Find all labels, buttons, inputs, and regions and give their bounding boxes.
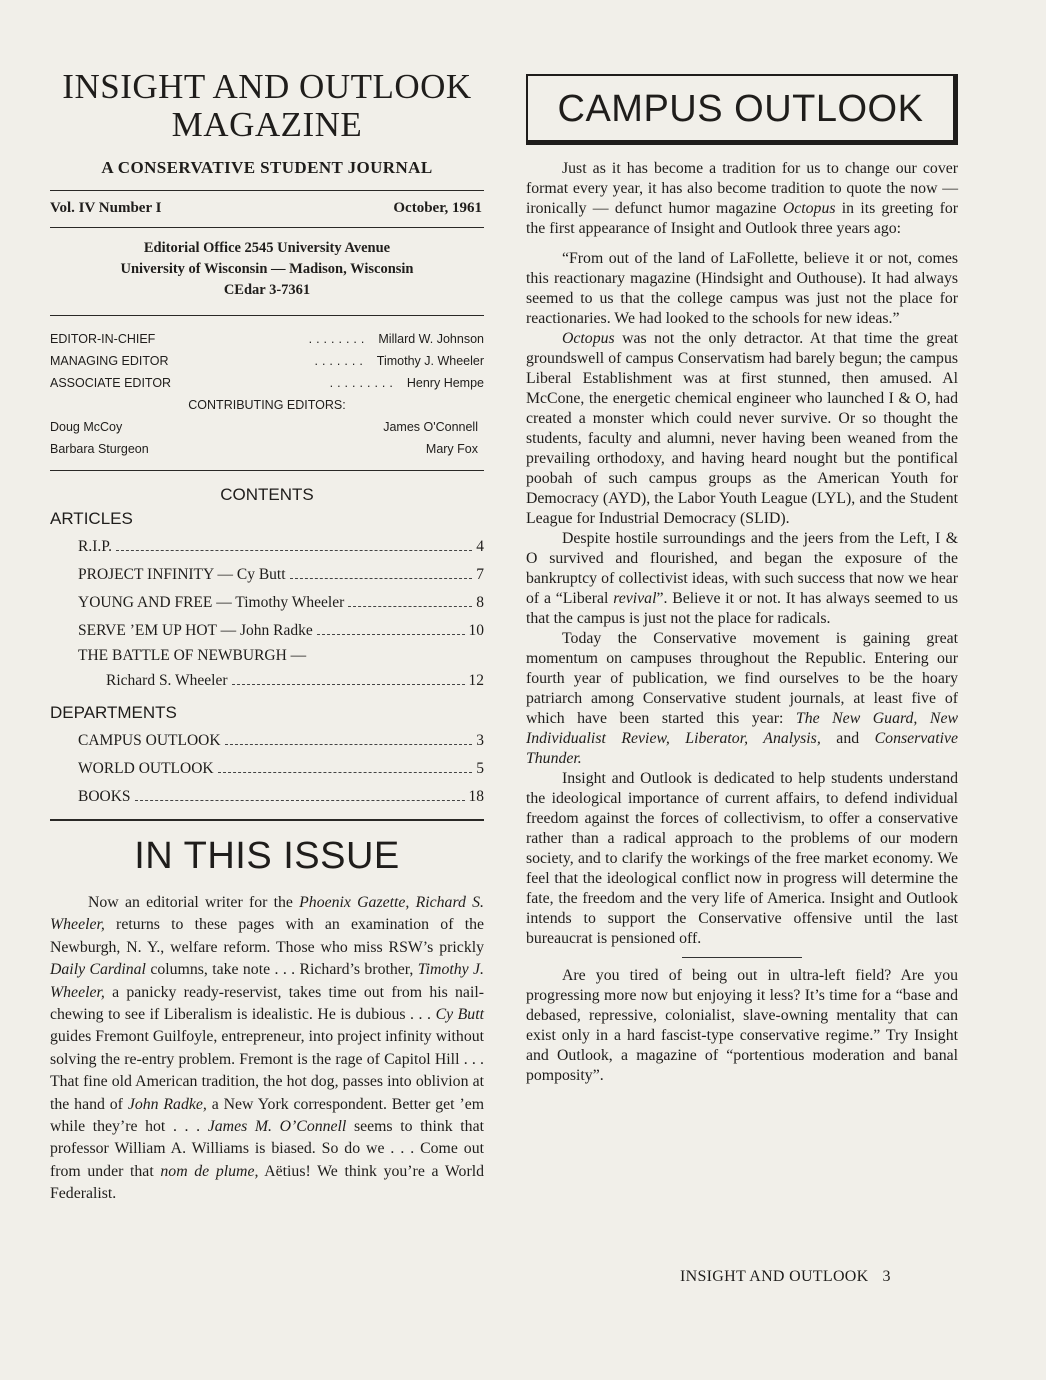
editor-role: MANAGING EDITOR <box>50 354 169 368</box>
contributor-name: Mary Fox <box>425 442 478 456</box>
toc-entry-title-line[interactable] <box>78 645 484 667</box>
toc-entry[interactable] <box>78 533 484 561</box>
page-footer <box>680 1268 891 1286</box>
italic-run: nom de plume, <box>160 1162 259 1180</box>
departments-list <box>50 727 484 811</box>
toc-title: WORLD OUTLOOK <box>78 760 214 777</box>
contents-heading: CONTENTS <box>220 485 314 504</box>
editorial-office <box>50 228 484 315</box>
italic-run: The New Guard, New Individualist Review, Liberator, Analysis, <box>526 710 958 747</box>
text-run: guides Fremont Guilfoyle, entrepreneur, into project infinity without solving the re-entry problem. Fremont is the rage of Capitol Hill . . . That fine old American tradition, the hot dog, passes into oblivion at the hand of <box>50 1028 484 1113</box>
italic-run: Cy Butt <box>435 1006 484 1024</box>
departments-heading: DEPARTMENTS <box>50 703 177 722</box>
editor-row <box>50 328 484 350</box>
toc-page: 3 <box>476 732 484 749</box>
paragraph <box>526 329 958 529</box>
editor-role: ASSOCIATE EDITOR <box>50 376 172 390</box>
toc-title: PROJECT INFINITY — Cy Butt <box>78 566 286 583</box>
toc-entry[interactable] <box>78 667 484 695</box>
magazine-title: INSIGHT AND OUTLOOK MAGAZINE <box>62 67 472 144</box>
toc-entry[interactable] <box>78 561 484 589</box>
text-run: a panicky ready-reservist, takes time out from his nail-chewing to see if Liberalism is idealistic. He is dubious . . . <box>50 983 484 1024</box>
italic-run: Timothy J. Wheeler, <box>50 961 484 1001</box>
text-run: Today the Conservative movement is gaining great momentum on campuses throughout the Republic. Entering our fourth year of publication, we find ourselves to be the hoary patriarch among Conservative student journals, at least five of which have been started this year: <box>526 630 958 727</box>
italic-run: revival <box>613 590 657 607</box>
editor-name: Timothy J. Wheeler <box>376 354 484 368</box>
italic-run: John Radke, <box>127 1095 207 1113</box>
leader-dots: ....... <box>314 354 367 368</box>
contributor-name: Doug McCoy <box>50 420 123 434</box>
divider <box>50 470 484 471</box>
leader-line <box>135 784 465 801</box>
text-run: and <box>820 730 875 747</box>
leader-line <box>225 728 473 745</box>
text-run: seems to think that professor William A. Williams is biased. So do we . . . Come out from under that <box>50 1118 484 1180</box>
toc-entry[interactable] <box>78 727 484 755</box>
paragraph <box>526 529 958 629</box>
toc-page: 8 <box>476 594 484 611</box>
left-column <box>50 68 484 1206</box>
italic-run: Daily Cardinal <box>50 961 146 979</box>
italic-run: Conservative Thunder. <box>526 730 958 767</box>
masthead <box>50 316 484 460</box>
contributor-name: James O'Connell <box>383 420 478 434</box>
divider <box>50 819 484 821</box>
text-run: columns, take note . . . Richard’s brother, <box>145 961 418 979</box>
divider <box>682 957 802 958</box>
office-address: Editorial Office 2545 University Avenue <box>143 240 391 256</box>
campus-outlook-heading: CAMPUS OUTLOOK <box>526 74 958 145</box>
volume-row <box>50 191 484 227</box>
italic-run: James M. O’Connell <box>207 1118 347 1136</box>
toc-author: Richard S. Wheeler <box>106 672 228 689</box>
contributor-row <box>50 438 484 460</box>
issue-date: October, 1961 <box>393 200 482 216</box>
paragraph <box>526 629 958 769</box>
in-this-issue-text <box>50 892 484 1206</box>
toc-title: CAMPUS OUTLOOK <box>78 732 221 749</box>
leader-dots: ........ <box>308 332 369 346</box>
editor-row <box>50 350 484 372</box>
toc-title: R.I.P. <box>78 538 113 555</box>
editor-row <box>50 372 484 394</box>
toc-page: 10 <box>468 622 484 639</box>
text-run: Despite hostile surroundings and the jeers from the Left, I & O survived and flourished, and began the exposure of the bankruptcy of collectivist ideas, with such success that now we hear of a “Liberal <box>526 530 958 607</box>
leader-dots: ......... <box>329 376 397 390</box>
contributing-editors-label: CONTRIBUTING EDITORS: <box>188 398 346 412</box>
toc-title: YOUNG AND FREE — Timothy Wheeler <box>78 594 345 611</box>
text-run: Now an editorial writer for the <box>88 894 300 911</box>
toc-title: SERVE ’EM UP HOT — John Radke <box>78 622 313 639</box>
text-run: Just as it has become a tradition for us to change our cover format every year, it has also become tradition to quote the now — ironically — defunct humor magazine <box>526 160 958 217</box>
italic-run: Octopus <box>562 330 615 347</box>
office-phone: CEdar 3-7361 <box>223 282 311 298</box>
toc-page: 18 <box>468 788 484 805</box>
text-run: a New York correspondent. Better get ’em while they’re hot . . . <box>50 1095 485 1136</box>
paragraph <box>526 159 958 239</box>
text-run: ”. Believe it or not. It has always seemed to us that the campus is just not the place for radicals. <box>526 590 958 627</box>
toc-entry[interactable] <box>78 783 484 811</box>
text-run: returns to these pages with an examination of the Newburgh, N. Y., welfare reform. Those who miss RSW’s prickly <box>50 916 484 956</box>
toc-title: THE BATTLE OF NEWBURGH — <box>78 647 307 664</box>
italic-run: Phoenix Gazette, Richard S. Wheeler, <box>50 894 484 934</box>
text-run: was not the only detractor. At that time the great groundswell of campus Conservatism had barely begun; the campus Liberal Establishment was at first stunned, then amused. Al McCone, the energetic chemical engineer who launched I & O, had created a monster which could never survive. Or so thought the students, faculty and alumni, never having been weaned from the prevailing orthodoxy, and having heard nought but the pontifical poobah of such campus groups as the American Youth for Democracy (AYD), the Labor Youth League (LYL), and the Student League for Industrial Democracy (SLID). <box>526 330 958 527</box>
leader-line <box>290 562 473 579</box>
toc-entry[interactable] <box>78 589 484 617</box>
contributor-name: Barbara Sturgeon <box>50 442 149 456</box>
text-run: Aëtius! We think you’re a World Federalist. <box>50 1162 484 1203</box>
leader-line <box>116 534 472 551</box>
toc-title: BOOKS <box>78 788 131 805</box>
text-run: in its greeting for the first appearance of Insight and Outlook three years ago: <box>526 200 958 237</box>
leader-line <box>348 590 472 607</box>
paragraph: Insight and Outlook is dedicated to help students understand the ideological importance of current affairs, to defend individual freedom against the forces of collectivism, to offer a conservative rather than a radical approach to the problems of our modern society, and to clarify the workings of the free market economy. We feel that the ideological conflict now in progress will determine the fate, the freedom and the very life of America. Insight and Outlook intends to support the Conservative offensive until the last bureaucrat is pensioned off. <box>526 770 958 947</box>
toc-entry[interactable] <box>78 755 484 783</box>
toc-page: 5 <box>476 760 484 777</box>
editor-name: Henry Hempe <box>406 376 484 390</box>
toc-entry[interactable] <box>78 617 484 645</box>
toc-page: 7 <box>476 566 484 583</box>
right-column <box>526 74 958 1086</box>
magazine-subtitle: A CONSERVATIVE STUDENT JOURNAL <box>101 158 433 177</box>
volume-number: Vol. IV Number I <box>50 200 162 216</box>
paragraph: Are you tired of being out in ultra-left field? Are you progressing more now but enjoying it less? It’s time for a “base and debased, repressive, colonialist, slave-owning mentality that can exist only in a hard fascist-type conservative regime.” Try Insight and Outlook, a magazine of “portentious moderation and banal pomposity”. <box>526 967 958 1084</box>
italic-run: Octopus <box>782 200 836 217</box>
editor-role: EDITOR-IN-CHIEF <box>50 332 156 346</box>
leader-line <box>232 668 465 685</box>
toc-page: 12 <box>468 672 484 689</box>
in-this-issue-heading: IN THIS ISSUE <box>134 835 400 877</box>
articles-list <box>50 533 484 695</box>
toc-page: 4 <box>476 538 484 555</box>
page-number: 3 <box>882 1268 891 1285</box>
leader-line <box>218 756 473 773</box>
contributor-row <box>50 416 484 438</box>
office-university: University of Wisconsin — Madison, Wisconsin <box>120 261 414 277</box>
leader-line <box>317 618 465 635</box>
editor-name: Millard W. Johnson <box>378 332 484 346</box>
footer-magazine-name: INSIGHT AND OUTLOOK <box>680 1268 869 1285</box>
quotation-paragraph: “From out of the land of LaFollette, believe it or not, comes this reactionary magazine (Hindsight and Outhouse). It had always seemed to us that the college campus was just not the place for reactionaries. We had looked to the schools for new ideas.” <box>526 250 958 327</box>
articles-heading: ARTICLES <box>50 509 133 528</box>
